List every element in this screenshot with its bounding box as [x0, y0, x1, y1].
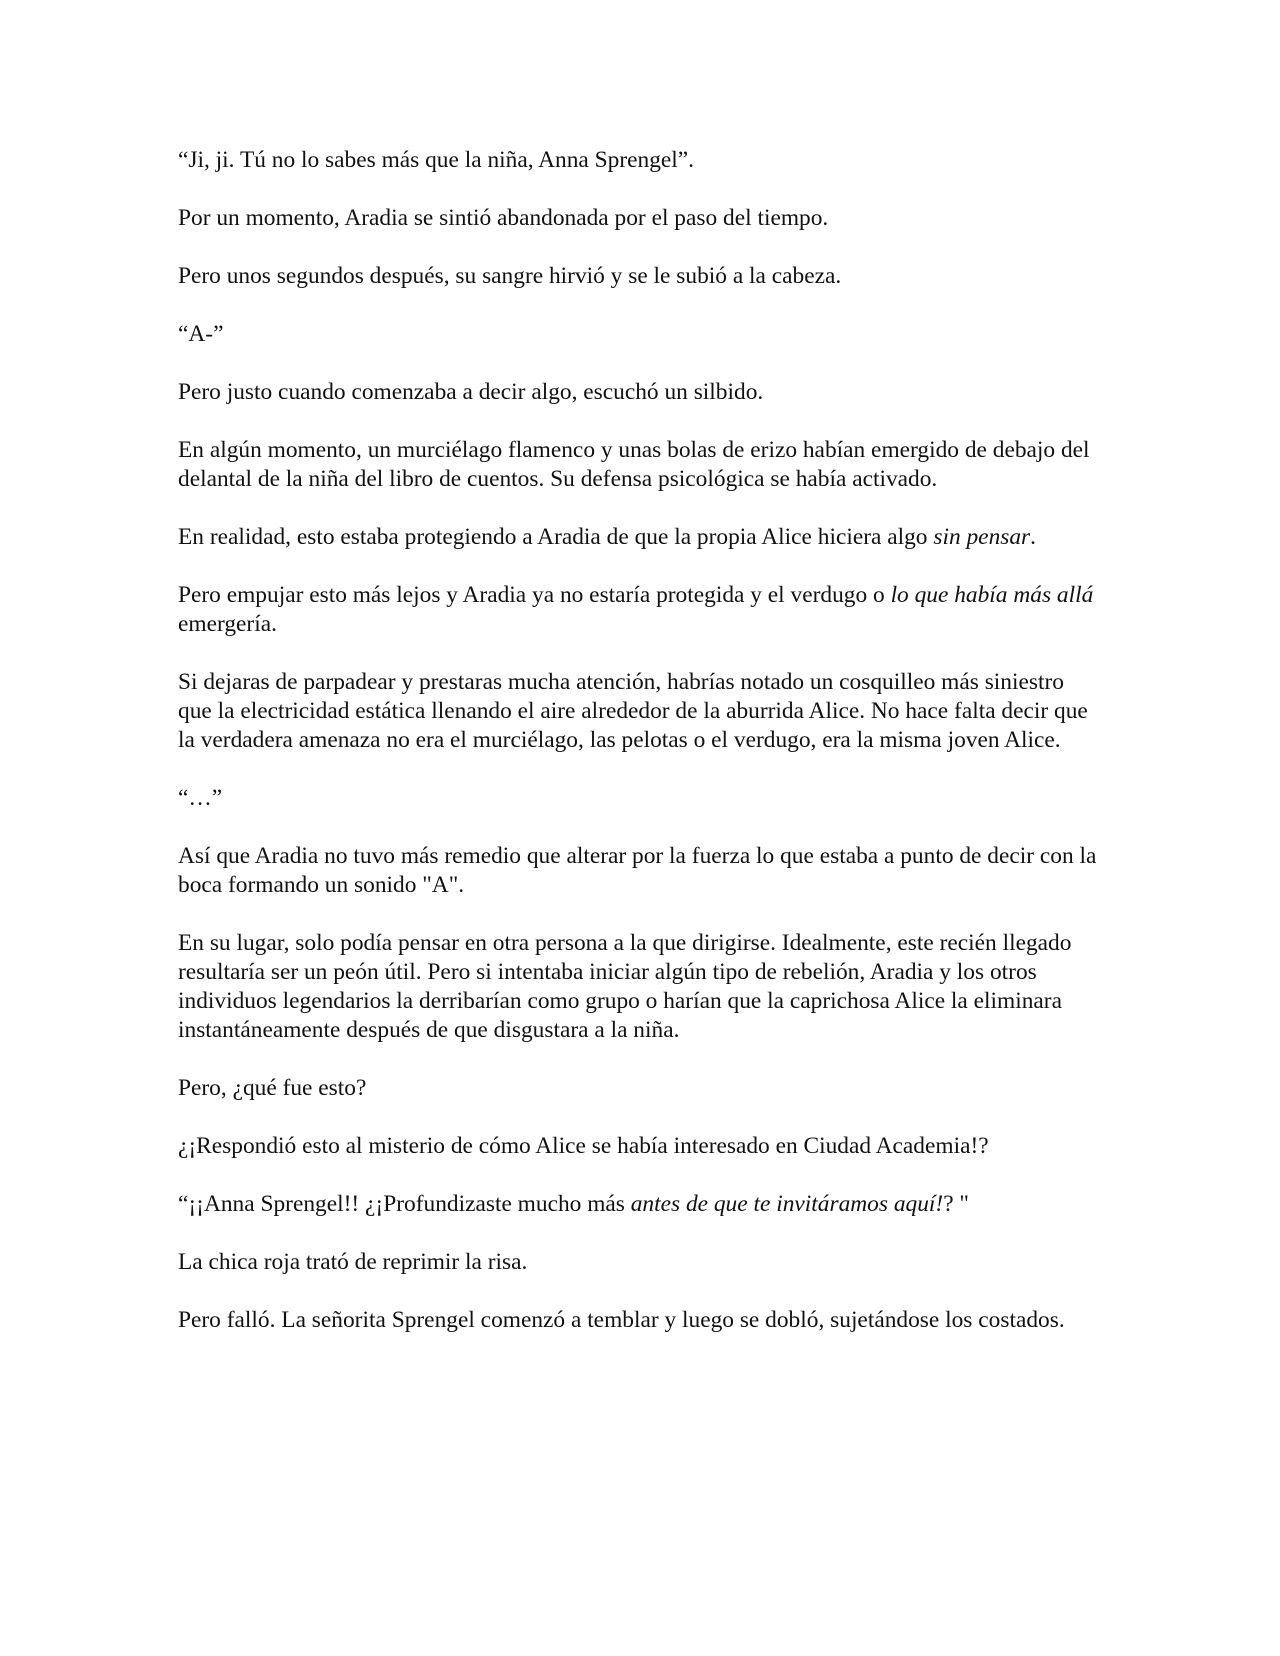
paragraph — [178, 929, 1103, 1045]
paragraph-text: “Ji, ji. Tú no lo sabes más que la niña, Anna Sprengel”. — [178, 147, 695, 173]
paragraph-text: La chica roja trató de reprimir la risa. — [178, 1249, 528, 1275]
paragraph — [178, 784, 1103, 813]
paragraph-text: En su lugar, solo podía pensar en otra persona a la que dirigirse. Idealmente, este recién llegado resultaría ser un peón útil. Pero si intentaba iniciar algún tipo de rebelión, Aradia y los otros individuos legendarios la derribarían como grupo o harían que la caprichosa Alice la eliminara instantáneamente después de que disgustara a la niña. — [178, 930, 1072, 1043]
paragraph — [178, 581, 1103, 639]
paragraph — [178, 668, 1103, 755]
paragraph-text: “…” — [178, 785, 223, 811]
paragraph — [178, 262, 1103, 291]
paragraph — [178, 1074, 1103, 1103]
paragraph-text: Así que Aradia no tuvo más remedio que alterar por la fuerza lo que estaba a punto de decir con la boca formando un sonido "A". — [178, 843, 1097, 898]
paragraph-text: “¡¡Anna Sprengel!! ¿¡Profundizaste mucho más — [178, 1191, 631, 1217]
paragraph — [178, 320, 1103, 349]
italic-emphasis: lo que había más allá — [890, 582, 1094, 608]
paragraph — [178, 146, 1103, 175]
paragraph-text: Pero empujar esto más lejos y Aradia ya no estaría protegida y el verdugo o — [178, 582, 891, 608]
paragraph-text: Si dejaras de parpadear y prestaras mucha atención, habrías notado un cosquilleo más siniestro que la electricidad estática llenando el aire alrededor de la aburrida Alice. No hace falta decir que la verdadera amenaza no era el murciélago, las pelotas o el verdugo, era la misma joven Alice. — [178, 669, 1088, 753]
paragraph-text: . — [1030, 524, 1037, 550]
paragraph — [178, 1248, 1103, 1277]
paragraph — [178, 1190, 1103, 1219]
paragraph — [178, 523, 1103, 552]
paragraph — [178, 436, 1103, 494]
paragraph-text: emergería. — [178, 611, 277, 637]
paragraph-text: Pero unos segundos después, su sangre hirvió y se le subió a la cabeza. — [178, 263, 842, 289]
document-page — [178, 146, 1103, 1364]
paragraph — [178, 1132, 1103, 1161]
paragraph — [178, 1306, 1103, 1335]
paragraph-text: Por un momento, Aradia se sintió abandonada por el paso del tiempo. — [178, 205, 829, 231]
paragraph-text: Pero, ¿qué fue esto? — [178, 1075, 367, 1101]
paragraph-text: Pero falló. La señorita Sprengel comenzó a temblar y luego se dobló, sujetándose los costados. — [178, 1307, 1065, 1333]
paragraph-text: ? " — [943, 1191, 969, 1217]
italic-emphasis: sin pensar — [933, 524, 1031, 550]
paragraph — [178, 378, 1103, 407]
paragraph-text: ¿¡Respondió esto al misterio de cómo Alice se había interesado en Ciudad Academia!? — [178, 1133, 989, 1159]
paragraph — [178, 842, 1103, 900]
paragraph-text: Pero justo cuando comenzaba a decir algo, escuchó un silbido. — [178, 379, 764, 405]
paragraph-text: “A-” — [178, 321, 224, 347]
paragraph-text: En algún momento, un murciélago flamenco y unas bolas de erizo habían emergido de debajo del delantal de la niña del libro de cuentos. Su defensa psicológica se había activado. — [178, 437, 1090, 492]
paragraph-text: En realidad, esto estaba protegiendo a Aradia de que la propia Alice hiciera algo — [178, 524, 934, 550]
italic-emphasis: antes de que te invitáramos aquí! — [630, 1191, 944, 1217]
paragraph — [178, 204, 1103, 233]
